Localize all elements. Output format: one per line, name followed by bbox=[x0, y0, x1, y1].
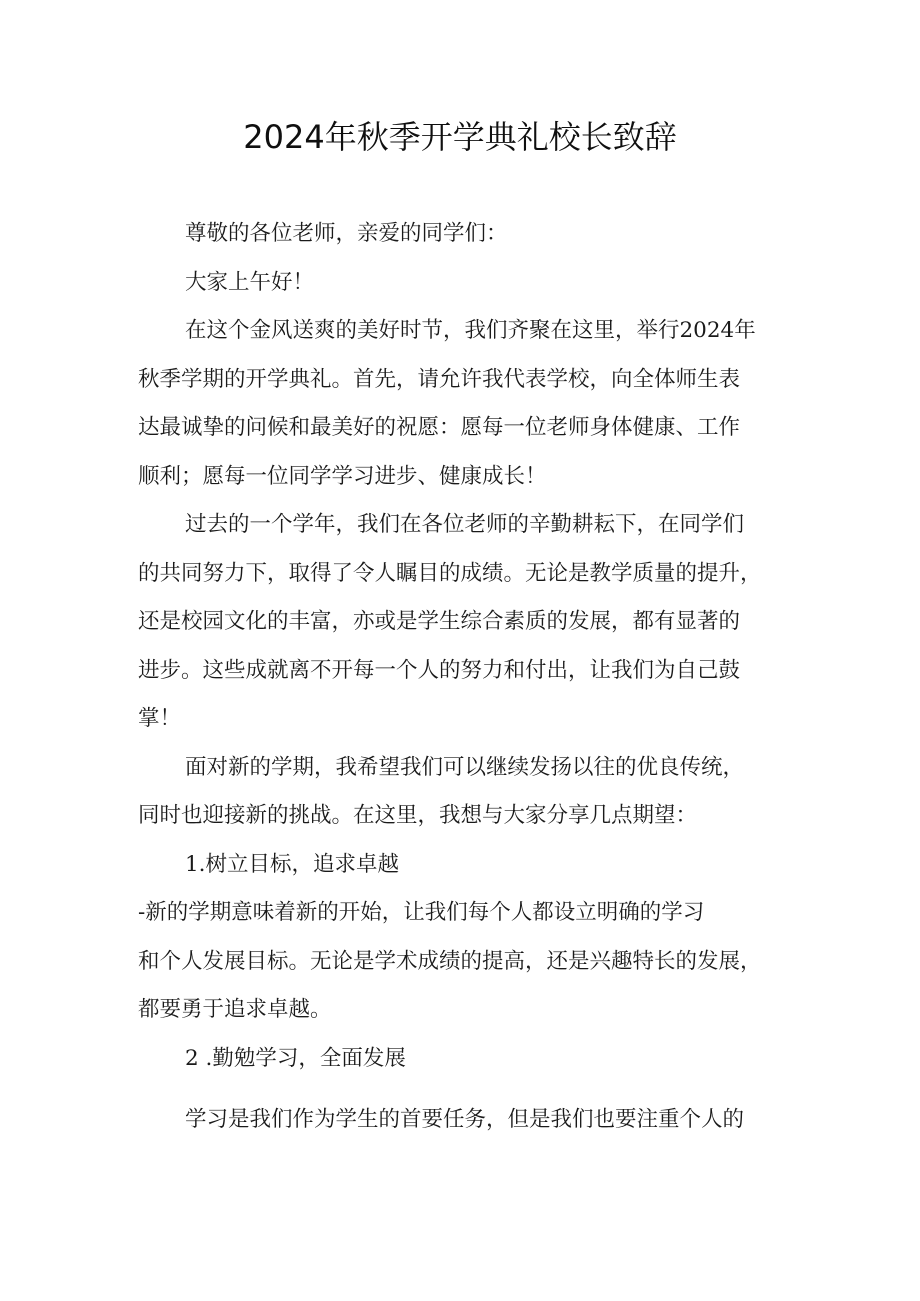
paragraph-line: -新的学期意味着新的开始，让我们每个人都设立明确的学习 bbox=[138, 900, 705, 925]
greeting-line: 大家上午好！ bbox=[185, 269, 315, 295]
document-body-continued bbox=[138, 1096, 798, 1145]
paragraph-line: 达最诚挚的问候和最美好的祝愿：愿每一位老师身体健康、工作 bbox=[138, 415, 741, 440]
paragraph-line: 进步。这些成就离不开每一个人的努力和付出，让我们为自己鼓 bbox=[138, 657, 741, 683]
paragraph-line: 掌！ bbox=[138, 706, 182, 731]
paragraph-line: 过去的一个学年，我们在各位老师的辛勤耕耘下，在同学们 bbox=[185, 512, 745, 537]
list-heading-2: 2 .勤勉学习，全面发展 bbox=[185, 1045, 406, 1071]
paragraph-line: 还是校园文化的丰富，亦或是学生综合素质的发展，都有显著的 bbox=[138, 609, 741, 634]
paragraph-line: 顺利；愿每一位同学学习进步、健康成长！ bbox=[138, 463, 547, 489]
paragraph-line: 在这个金风送爽的美好时节，我们齐聚在这里，举行2024年 bbox=[185, 318, 756, 343]
paragraph-line: 都要勇于追求卓越。 bbox=[138, 997, 332, 1022]
paragraph-line: 面对新的学期，我希望我们可以继续发扬以往的优良传统， bbox=[185, 754, 745, 780]
paragraph-line: 学习是我们作为学生的首要任务，但是我们也要注重个人的 bbox=[185, 1107, 745, 1132]
salutation-line: 尊敬的各位老师，亲爱的同学们： bbox=[185, 221, 508, 246]
paragraph-line: 的共同努力下，取得了令人瞩目的成绩。无论是教学质量的提升， bbox=[138, 560, 762, 586]
paragraph-line: 和个人发展目标。无论是学术成绩的提高，还是兴趣特长的发展， bbox=[138, 948, 762, 974]
document-body bbox=[138, 210, 798, 1083]
paragraph-line: 同时也迎接新的挑战。在这里，我想与大家分享几点期望： bbox=[138, 803, 698, 828]
page-title: 2024年秋季开学典礼校长致辞 bbox=[243, 118, 677, 156]
paragraph-line: 秋季学期的开学典礼。首先，请允许我代表学校，向全体师生表 bbox=[138, 366, 741, 392]
list-heading-1: 1.树立目标，追求卓越 bbox=[185, 851, 400, 877]
